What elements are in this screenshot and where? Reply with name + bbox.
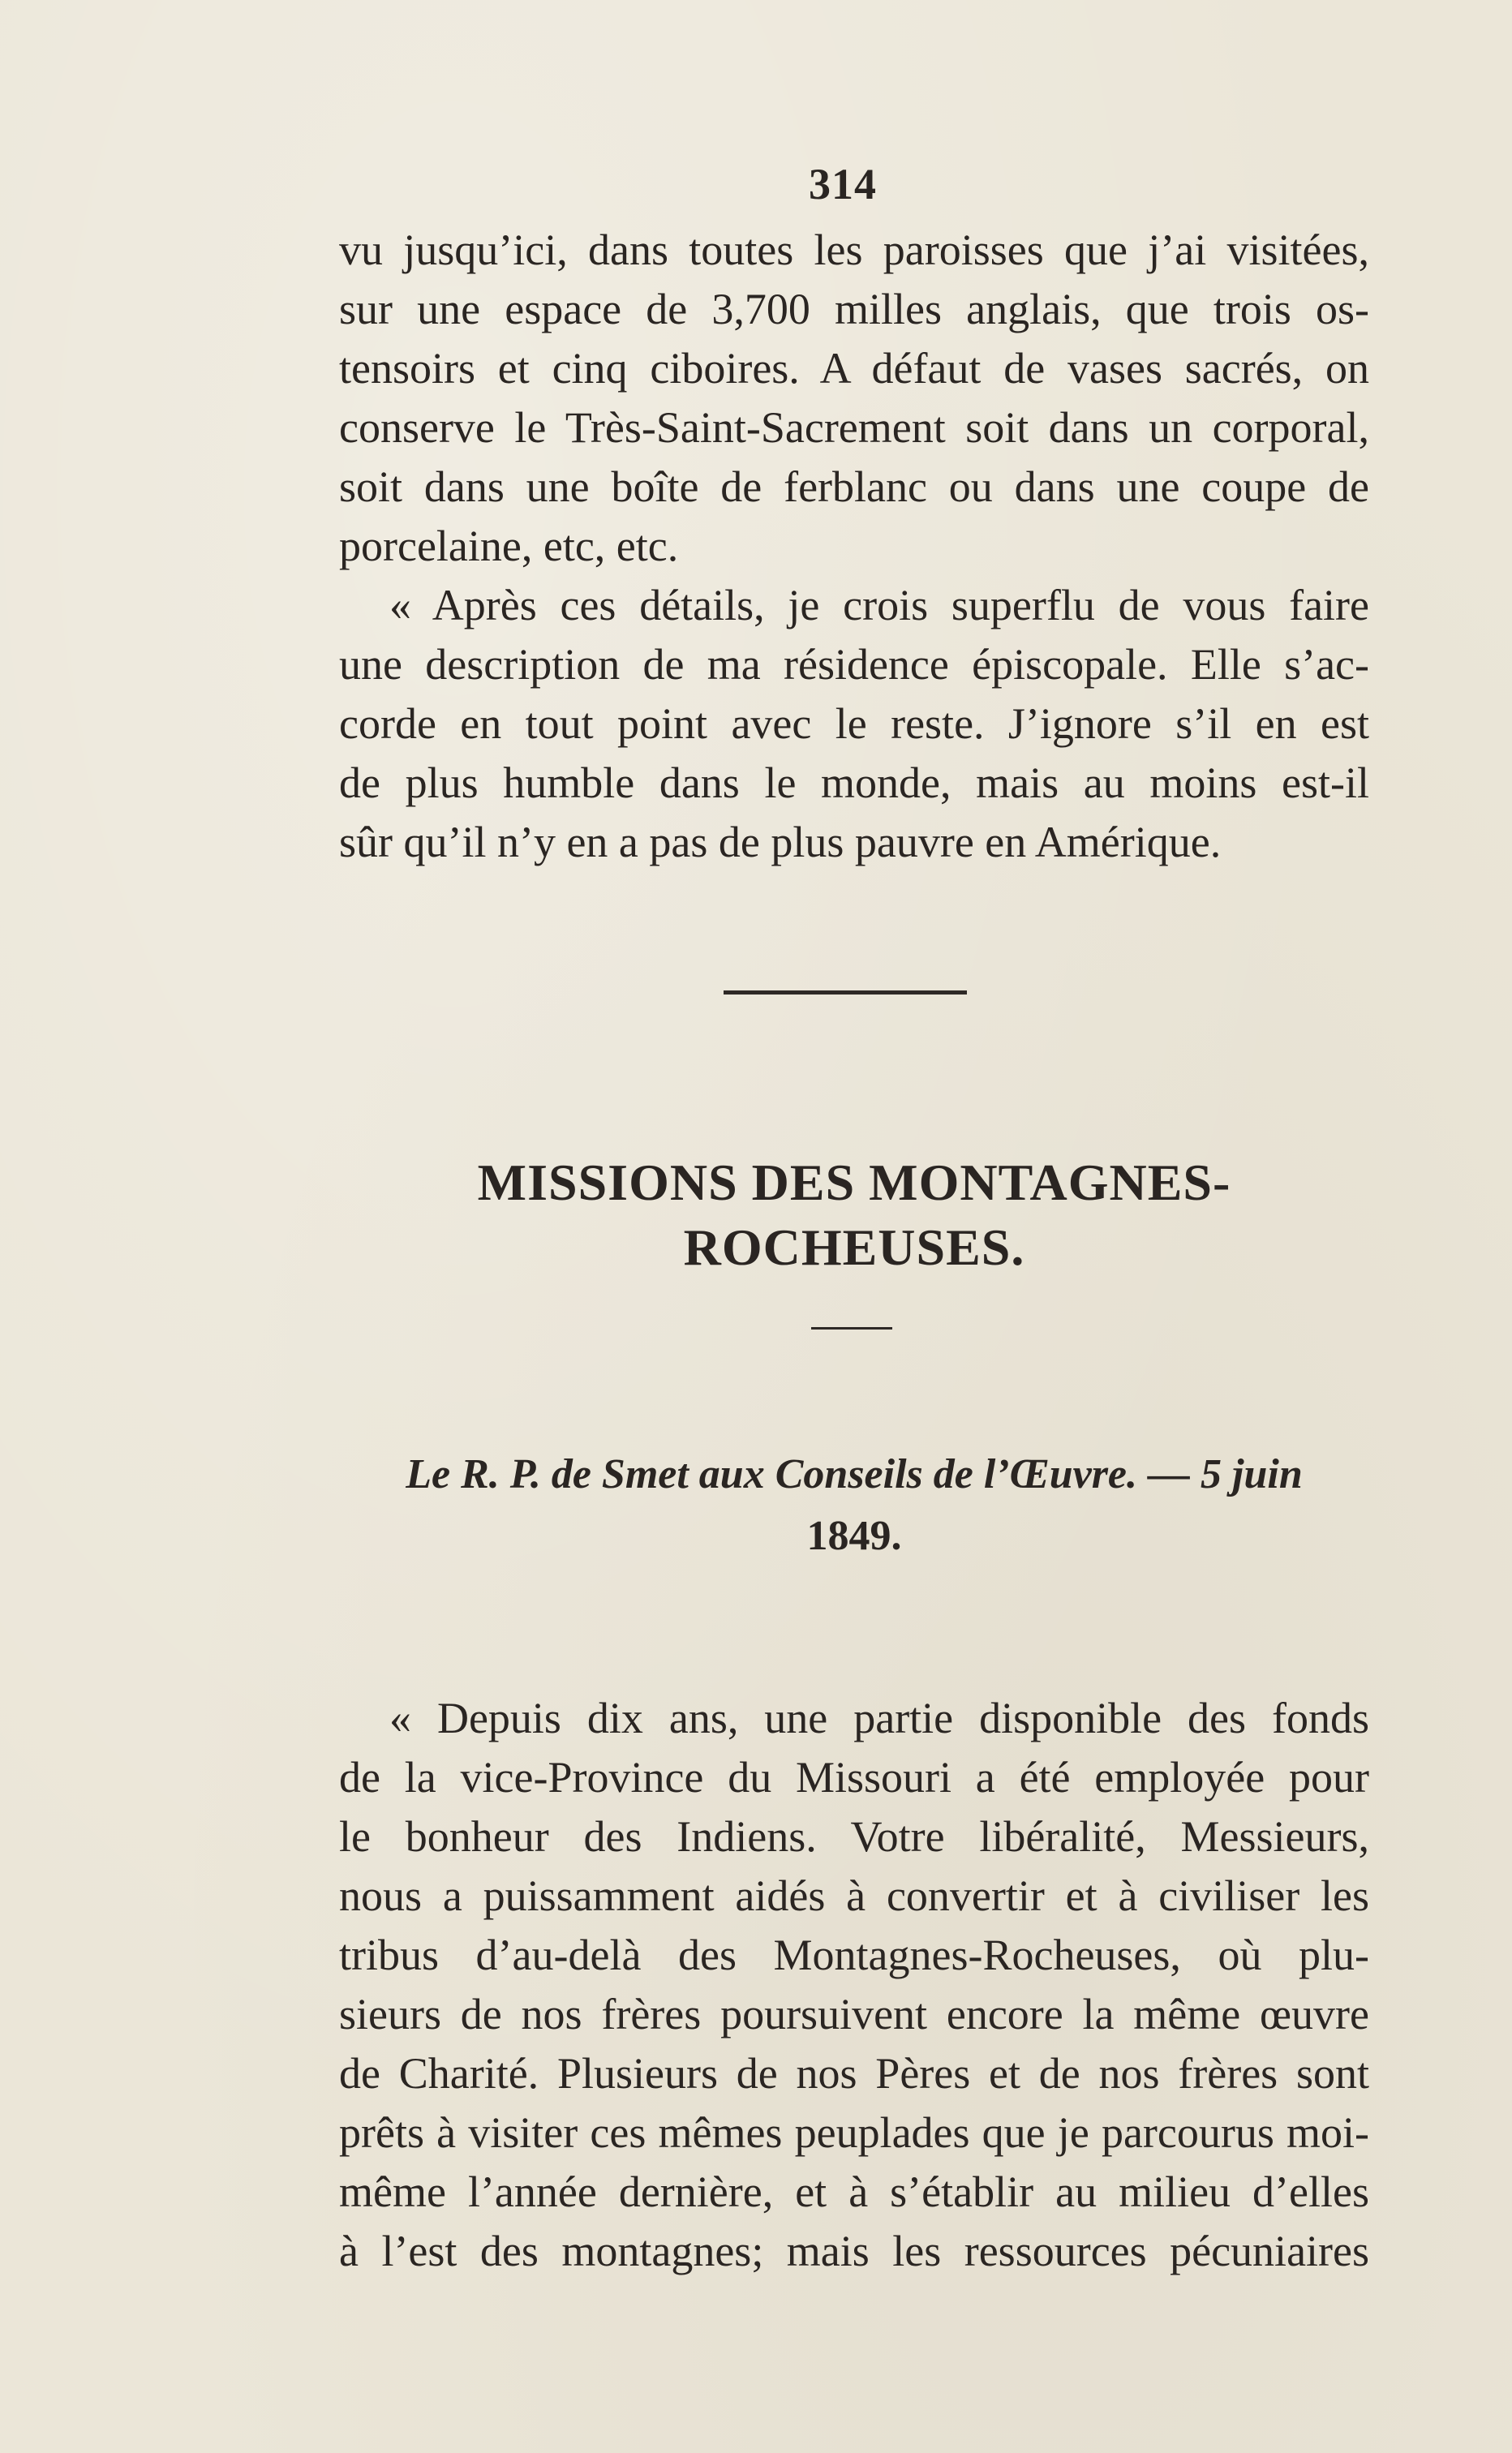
letter-heading	[339, 1444, 1369, 1567]
page-number: 314	[809, 160, 877, 208]
paragraph-letter	[339, 1689, 1369, 2281]
text-line: sieurs de nos frères poursuivent encore la même œuvre	[339, 1990, 1369, 2038]
text-line: « Depuis dix ans, une partie disponible des fonds	[389, 1694, 1369, 1742]
text-line: sûr qu’il n’y en a pas de plus pauvre en Amérique.	[339, 818, 1222, 866]
text-line: vu jusqu’ici, dans toutes les paroisses que j’ai visitées,	[339, 226, 1369, 274]
text-line: « Après ces détails, je crois superflu de vous faire	[389, 581, 1369, 629]
text-line: tensoirs et cinq ciboires. A défaut de vases sacrés, on	[339, 344, 1369, 393]
text-line: de la vice-Province du Missouri a été employée pour	[339, 1753, 1369, 1802]
paragraph-continued	[339, 221, 1369, 872]
text-line: de plus humble dans le monde, mais au moins est-il	[339, 758, 1369, 807]
text-line: à l’est des montagnes; mais les ressources pécuniaires	[339, 2227, 1369, 2275]
section-divider	[724, 990, 967, 995]
text-line: prêts à visiter ces mêmes peuplades que je parcourus moi-	[339, 2108, 1369, 2157]
text-line: corde en tout point avec le reste. J’ignore s’il en est	[339, 699, 1369, 748]
section-title: MISSIONS DES MONTAGNES-ROCHEUSES.	[477, 1153, 1231, 1276]
text-line: le bonheur des Indiens. Votre libéralité, Messieurs,	[339, 1812, 1369, 1861]
text-line: une description de ma résidence épiscopale. Elle s’ac-	[339, 640, 1369, 689]
text-line: nous a puissamment aidés à convertir et à civiliser les	[339, 1871, 1369, 1920]
letter-heading-year: 1849.	[806, 1513, 902, 1559]
letter-heading-text: Le R. P. de Smet aux Conseils de l’Œuvre. — 5 juin	[406, 1451, 1303, 1497]
text-line: tribus d’au-delà des Montagnes-Rocheuses, où plu-	[339, 1931, 1369, 1979]
title-ornament-rule	[811, 1327, 892, 1330]
text-line: porcelaine, etc, etc.	[339, 522, 679, 570]
text-line: de Charité. Plusieurs de nos Pères et de nos frères sont	[339, 2049, 1369, 2098]
text-line: soit dans une boîte de ferblanc ou dans une coupe de	[339, 462, 1369, 511]
text-line: conserve le Très-Saint-Sacrement soit dans un corporal,	[339, 403, 1369, 452]
text-line: sur une espace de 3,700 milles anglais, que trois os-	[339, 285, 1369, 333]
text-line: même l’année dernière, et à s’établir au milieu d’elles	[339, 2167, 1369, 2216]
